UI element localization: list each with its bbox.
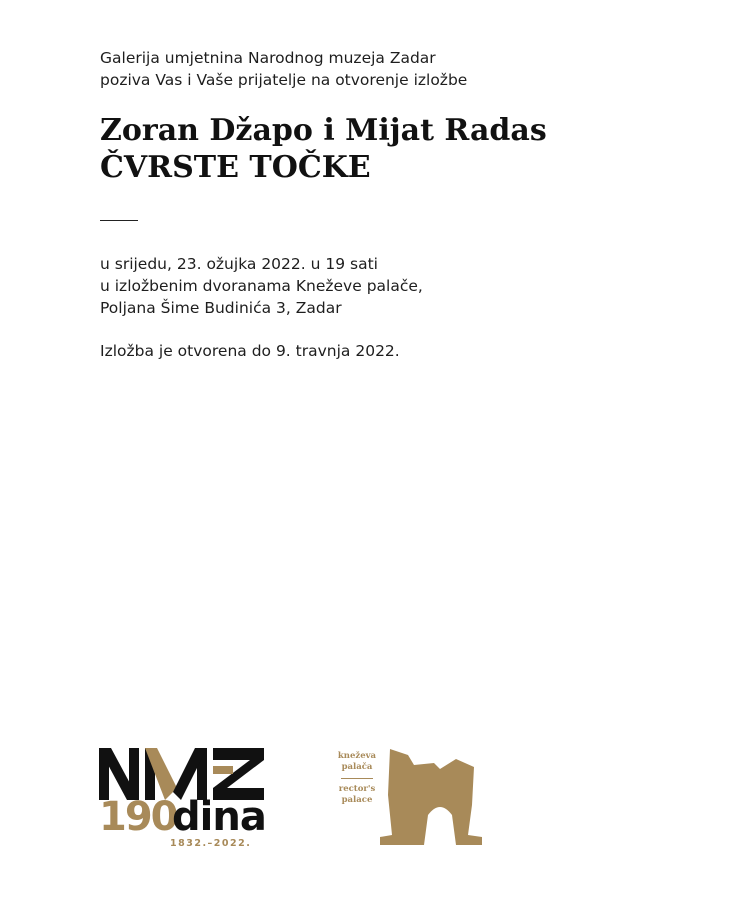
palace-facade-icon <box>378 745 486 850</box>
knezeva-palaca-label <box>330 751 384 773</box>
kp-top-line: kneževa <box>337 751 377 761</box>
nmz-logo-number: 190 <box>99 794 177 840</box>
exhibition-heading <box>100 112 547 186</box>
opening-details <box>100 253 423 319</box>
kp-top-line: palača <box>341 762 373 772</box>
intro-line: poziva Vas i Vaše prijatelje na otvorenje izložbe <box>100 71 468 89</box>
details-line: u srijedu, 23. ožujka 2022. u 19 sati <box>100 255 378 273</box>
kp-bottom-line: rector's <box>338 784 376 794</box>
intro-line: Galerija umjetnina Narodnog muzeja Zadar <box>100 49 436 67</box>
divider <box>100 220 138 221</box>
open-until: Izložba je otvorena do 9. travnja 2022. <box>100 342 400 360</box>
artists-names: Zoran Džapo i Mijat Radas <box>100 113 547 148</box>
exhibition-title: ČVRSTE TOČKE <box>100 150 371 185</box>
kp-bottom-line: palace <box>341 795 373 805</box>
nmz-logo-word: dina <box>172 794 266 840</box>
invitation-intro <box>100 47 467 91</box>
rectors-palace-label <box>330 784 384 806</box>
nmz-logo-mark <box>99 748 264 800</box>
kp-divider <box>341 778 373 779</box>
details-line: u izložbenim dvoranama Kneževe palače, <box>100 277 423 295</box>
details-line: Poljana Šime Budinića 3, Zadar <box>100 299 342 317</box>
nmz-logo-years: 1832.–2022. <box>170 838 252 849</box>
